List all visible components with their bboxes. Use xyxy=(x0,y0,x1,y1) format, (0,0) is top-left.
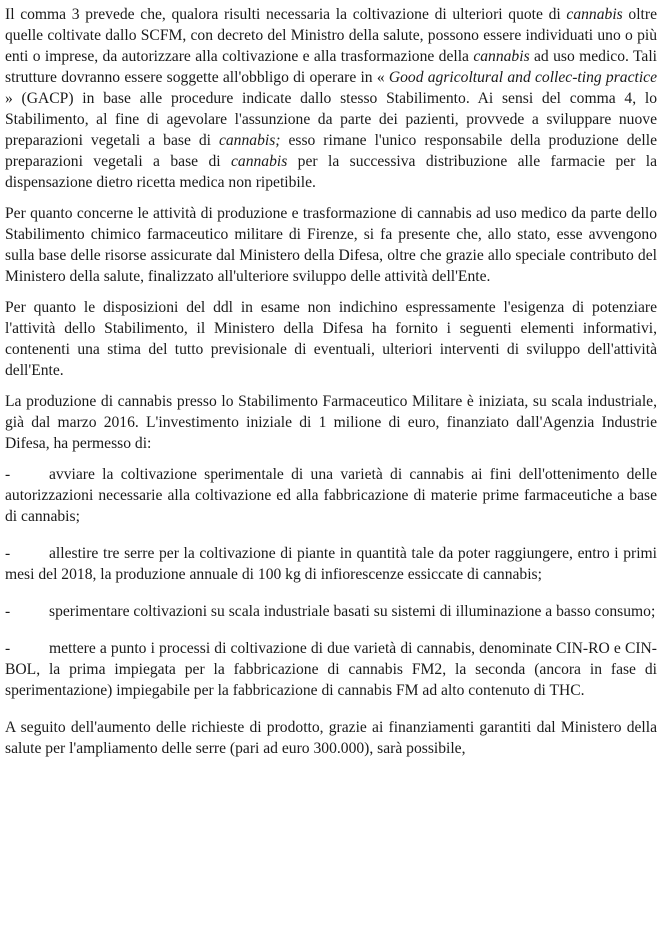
list-dash-marker: - xyxy=(5,603,11,620)
list-item-text: avviare la coltivazione sperimentale di una varietà di cannabis ai fini dell'ottenimento delle autorizzazioni necessarie alla coltivazione ed alla fabbricazione di materie prime farmaceutiche a base di cannabis; xyxy=(5,466,657,525)
text-run: » (GACP) in base alle procedure indicate dallo stesso Stabilimento. Ai sensi del comma 4, lo Stabilimento, al fine di agevolare l'assunzione da parte dei pazienti, provvede a sviluppare nuove preparazioni vegetali a base di xyxy=(5,90,657,149)
paragraph-production-activities: Per quanto concerne le attività di produzione e trasformazione di cannabis ad uso medico da parte dello Stabilimento chimico farmaceutico militare di Firenze, si fa presente che, allo stato, esse avvengono sulla base delle risorse assicurate dal Ministero della Difesa, oltre che grazie allo speciale contributo del Ministero della salute, finalizzato all'ulteriore sviluppo delle attività dell'Ente. xyxy=(5,205,657,285)
text-run: per la successiva distribuzione alle farmacie per la dispensazione dietro ricetta medica non ripetibile. xyxy=(5,153,658,191)
list-item xyxy=(5,601,657,622)
paragraph-following-increase: A seguito dell'aumento delle richieste di prodotto, grazie ai finanziamenti garantiti dal Ministero della salute per l'ampliamento delle serre (pari ad euro 300.000), sarà possibile, xyxy=(5,719,657,757)
list-item xyxy=(5,543,657,585)
italic-term: cannabis xyxy=(566,6,623,23)
text-run: ad uso medico. Tali strutture dovranno essere soggette all'obbligo di operare in « xyxy=(5,48,657,86)
italic-term: Good agricoltural and collec-ting practice xyxy=(388,69,657,86)
text-run: oltre quelle coltivate dallo SCFM, con decreto del Ministro della salute, possono essere individuati uno o più enti o imprese, da autorizzare alla coltivazione e alla trasformazione della xyxy=(5,6,657,65)
list-item-text: sperimentare coltivazioni su scala industriale basati su sistemi di illuminazione a basso consumo; xyxy=(49,603,656,620)
list-item xyxy=(5,464,657,527)
list-item-text: allestire tre serre per la coltivazione di piante in quantità tale da poter raggiungere, entro i primi mesi del 2018, la produzione annuale di 100 kg di infiorescenze essiccate di cannabis; xyxy=(5,545,657,583)
list-item xyxy=(5,638,657,701)
text-run: Il comma 3 prevede che, qualora risulti necessaria la coltivazione di ulteriori quote di xyxy=(5,6,567,23)
italic-term: cannabis xyxy=(473,48,530,65)
paragraph-production-start: La produzione di cannabis presso lo Stabilimento Farmaceutico Militare è iniziata, su scala industriale, già dal marzo 2016. L'investimento iniziale di 1 milione di euro, finanziato dall'Agenzia Industrie Difesa, ha permesso di: xyxy=(5,393,657,452)
paragraph-ministry-info: Per quanto le disposizioni del ddl in esame non indichino espressamente l'esigenza di potenziare l'attività dello Stabilimento, il Ministero della Difesa ha fornito i seguenti elementi informativi, contenenti una stima del tutto previsionale di eventuali, ulteriori interventi di sviluppo dell'attività dell'Ente. xyxy=(5,299,657,379)
italic-term: cannabis; xyxy=(218,132,281,149)
list-item-text: mettere a punto i processi di coltivazione di due varietà di cannabis, denominate CIN-RO e CIN-BOL, la prima impiegata per la fabbricazione di cannabis FM2, la seconda (ancora in fase di sperimentazione) impiegabile per la fabbricazione di cannabis FM ad alto contenuto di THC. xyxy=(5,640,657,699)
paragraph-comma-3 xyxy=(5,4,657,193)
list-dash-marker: - xyxy=(5,640,11,657)
text-run: esso rimane l'unico responsabile della produzione delle preparazioni vegetali a base di xyxy=(5,132,657,170)
list-dash-marker: - xyxy=(5,466,11,483)
list-dash-marker: - xyxy=(5,545,11,562)
italic-term: cannabis xyxy=(230,153,288,170)
